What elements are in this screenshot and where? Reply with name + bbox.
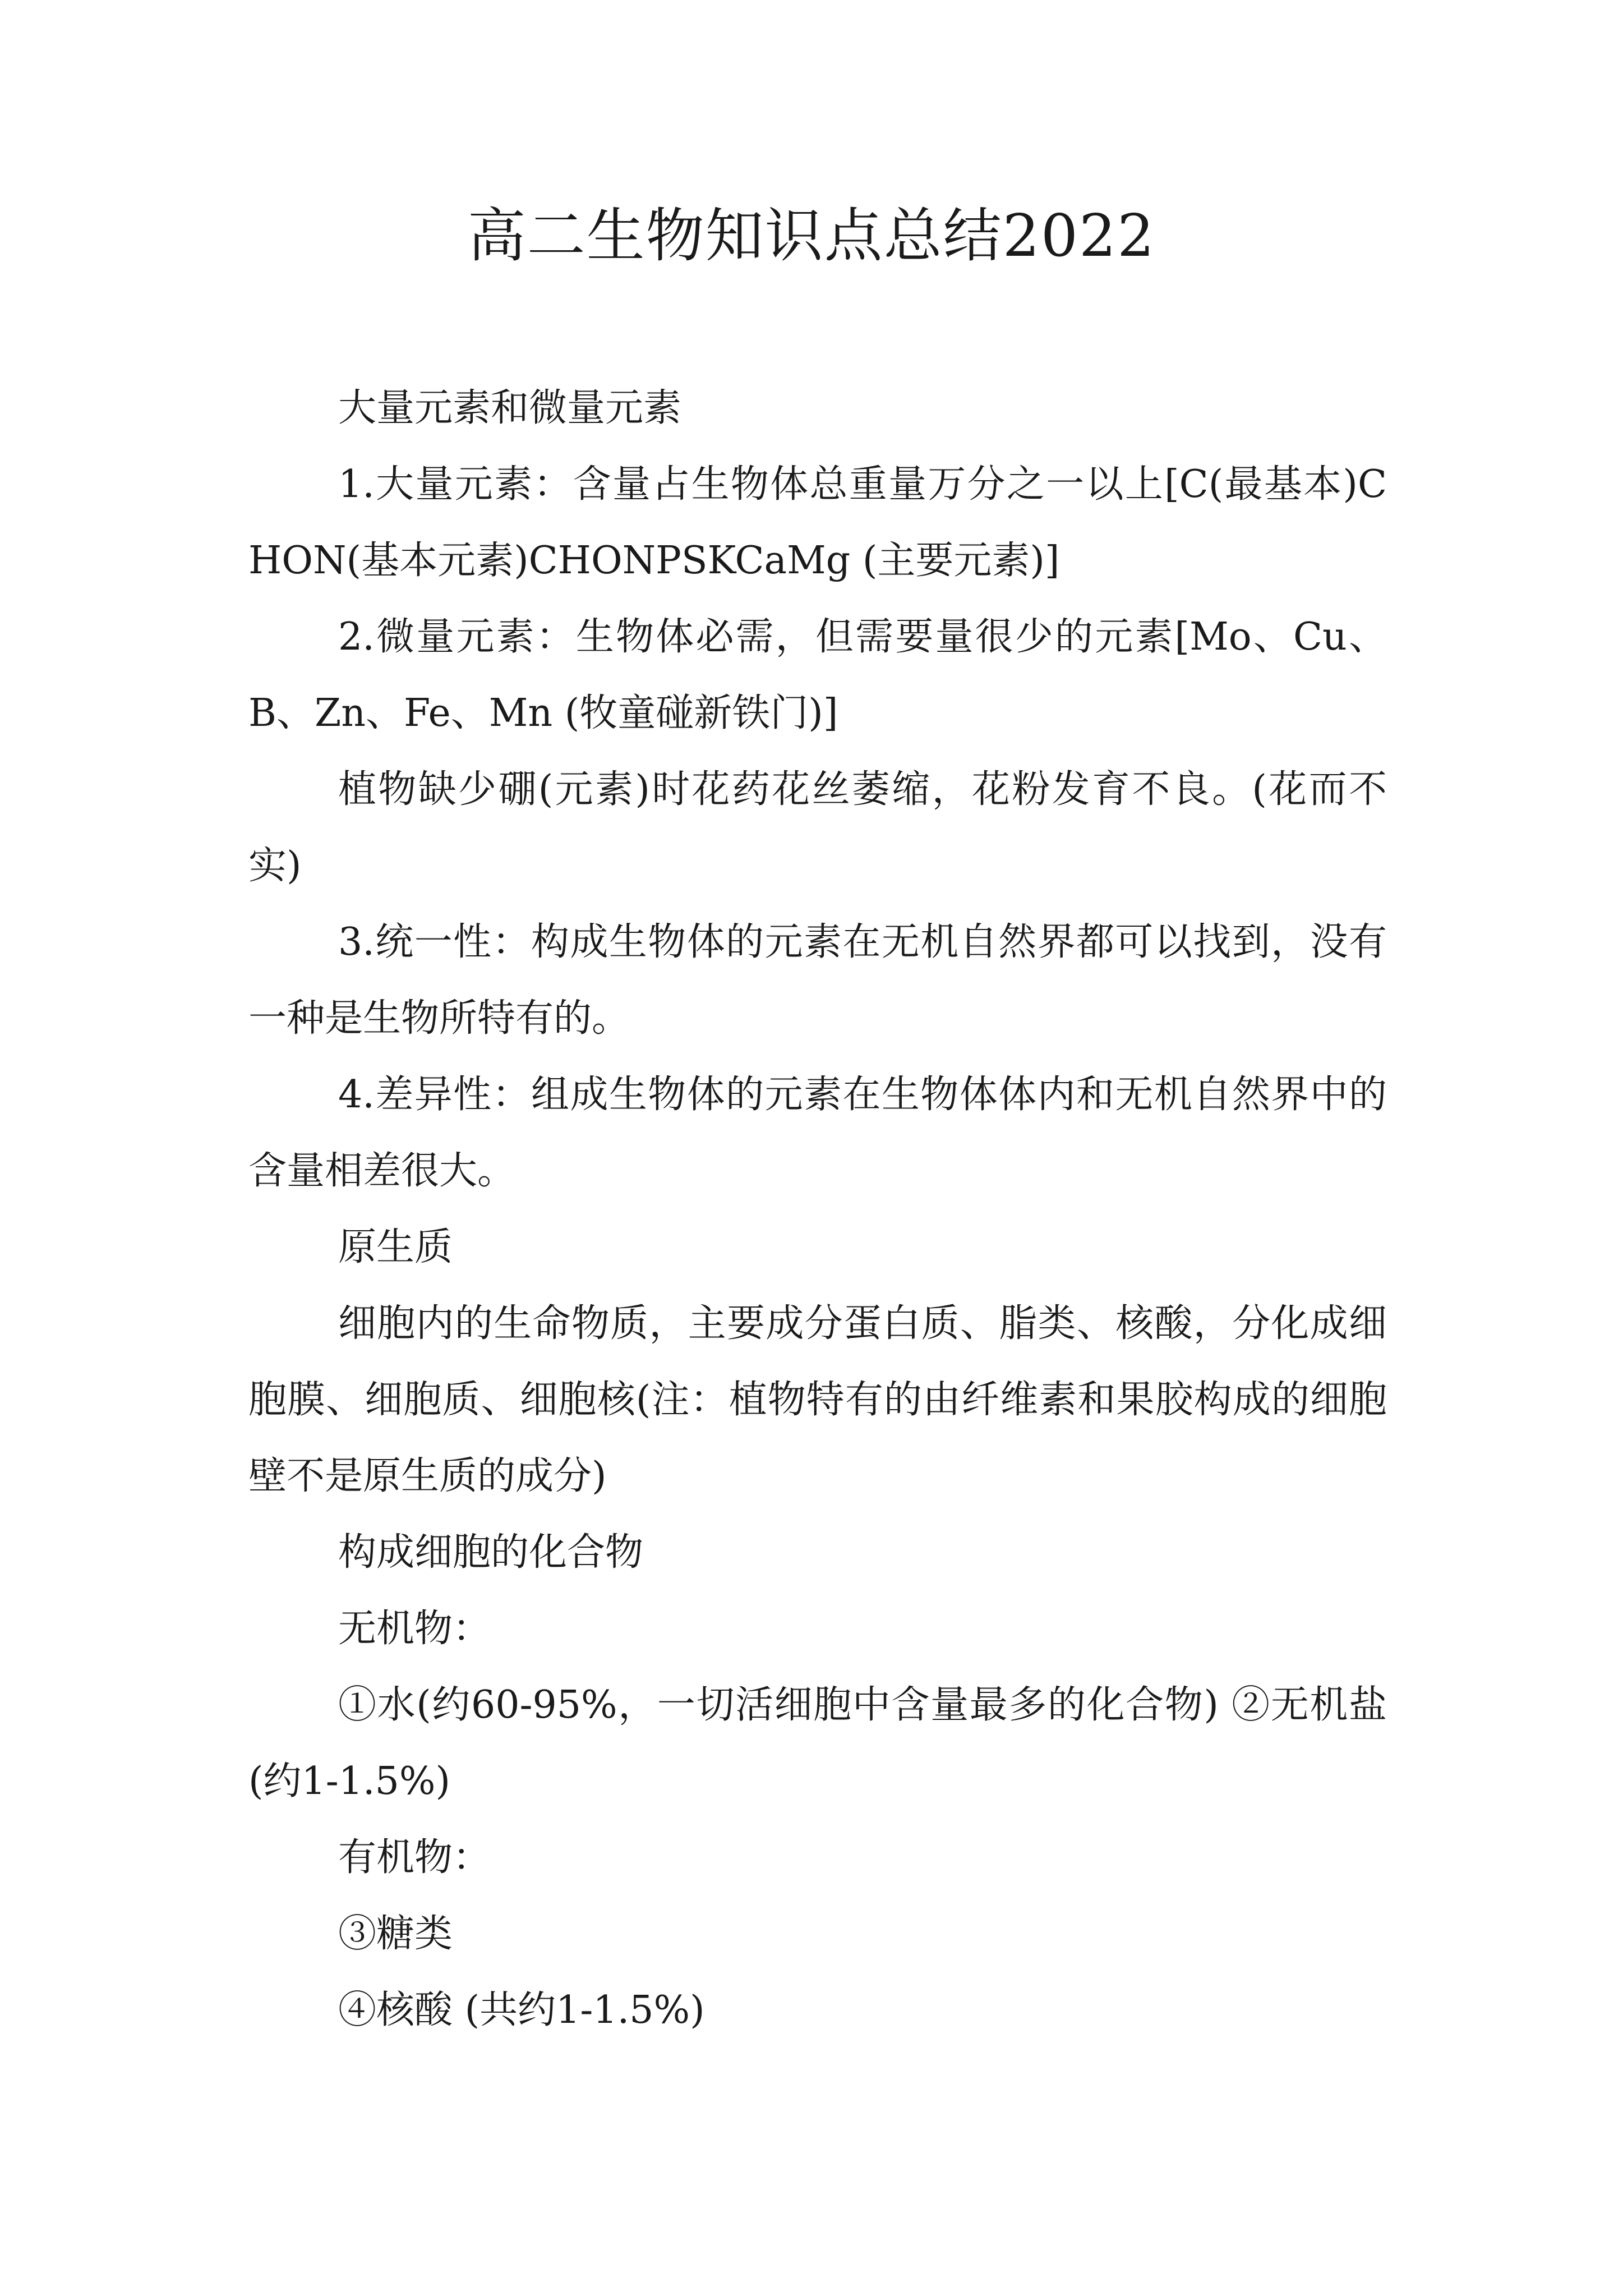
paragraph-nucleic-acids: ④核酸 (共约1-1.5%) — [338, 1988, 705, 2032]
paragraph-macro-elements: 1.大量元素：含量占生物体总重量万分之一以上[C(最基本)CHON(基本元素)CHONPSKCaMg (主要元素)] — [248, 462, 1387, 583]
paragraph-sugars: ③糖类 — [338, 1912, 453, 1956]
paragraph-heading-elements: 大量元素和微量元素 — [338, 386, 682, 430]
document-body — [248, 370, 1387, 2049]
paragraph-heading-compounds: 构成细胞的化合物 — [338, 1530, 644, 1575]
paragraph-micro-elements: 2.微量元素：生物体必需，但需要量很少的元素[Mo、Cu、B、Zn、Fe、Mn (牧童碰新铁门)] — [248, 615, 1387, 735]
paragraph-inorganic-label: 无机物： — [338, 1607, 491, 1651]
paragraph-heading-protoplasm: 原生质 — [338, 1225, 453, 1269]
paragraph-protoplasm: 细胞内的生命物质，主要成分蛋白质、脂类、核酸，分化成细胞膜、细胞质、细胞核(注：植物特有的由纤维素和果胶构成的细胞壁不是原生质的成分) — [248, 1301, 1387, 1498]
paragraph-water-salts: ①水(约60-95%，一切活细胞中含量最多的化合物) ②无机盐(约1-1.5%) — [248, 1683, 1387, 1803]
paragraph-unity: 3.统一性：构成生物体的元素在无机自然界都可以找到，没有一种是生物所特有的。 — [248, 920, 1387, 1041]
paragraph-boron-deficiency: 植物缺少硼(元素)时花药花丝萎缩，花粉发育不良。(花而不实) — [248, 767, 1387, 888]
paragraph-organic-label: 有机物： — [338, 1835, 491, 1880]
paragraph-difference: 4.差异性：组成生物体的元素在生物体体内和无机自然界中的含量相差很大。 — [248, 1073, 1387, 1193]
document-title: 高二生物知识点总结2022 — [467, 201, 1156, 270]
